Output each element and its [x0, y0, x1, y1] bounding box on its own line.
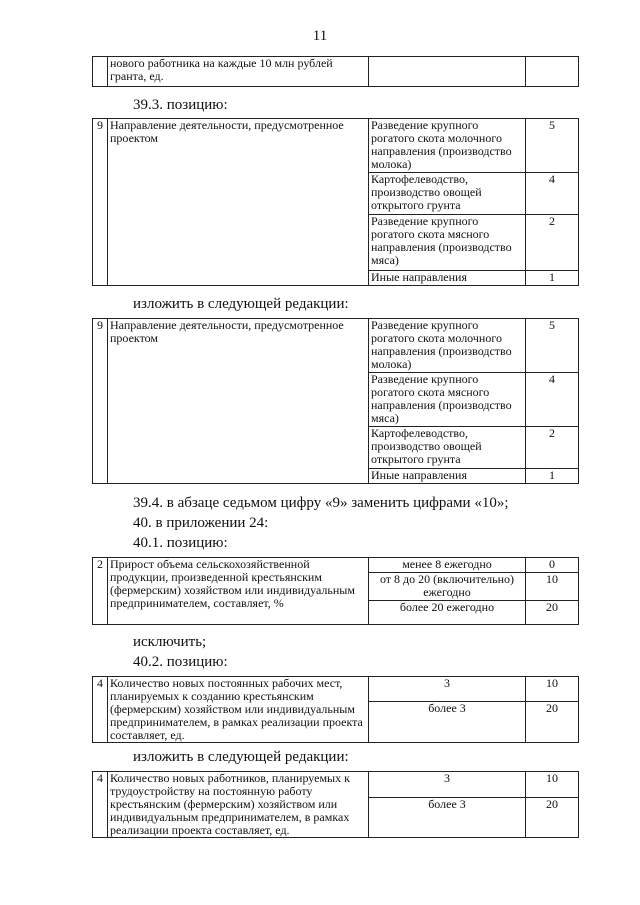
option-cell: 3: [369, 677, 526, 702]
score-cell: 0: [526, 558, 579, 573]
number-cell: 9: [93, 119, 108, 286]
option-cell: Картофелеводство, производство овощей открытого грунта: [369, 173, 526, 215]
paragraph-39-4: 39.4. в абзаце седьмом цифру «9» заменить цифрами «10»;: [133, 495, 509, 511]
table-row: [93, 319, 579, 373]
option-cell: [369, 57, 526, 87]
score-cell: 20: [526, 702, 579, 743]
option-cell: Разведение крупного рогатого скота мясного направления (производство мяса): [369, 373, 526, 427]
score-cell: 10: [526, 677, 579, 702]
jobs-table-old: [92, 676, 579, 743]
paragraph-edit-note-1: изложить в следующей редакции:: [133, 296, 349, 312]
option-cell: Разведение крупного рогатого скота молочного направления (производство молока): [369, 319, 526, 373]
option-cell: 3: [369, 772, 526, 798]
score-cell: 5: [526, 119, 579, 173]
number-cell: 9: [93, 319, 108, 484]
paragraph-40-2: 40.2. позицию:: [133, 654, 228, 670]
position-table-new: [92, 318, 579, 484]
option-cell: более 20 ежегодно: [369, 601, 526, 625]
growth-table: [92, 557, 579, 625]
score-cell: 5: [526, 319, 579, 373]
number-cell: 4: [93, 677, 108, 743]
score-cell: 20: [526, 601, 579, 625]
score-cell: 2: [526, 215, 579, 271]
score-cell: 1: [526, 469, 579, 484]
number-cell: [93, 57, 108, 87]
table-row: [93, 677, 579, 702]
criterion-cell: Количество новых работников, планируемых к трудоустройству на постоянную работу крестьянским (фермерским) хозяйством или индивидуальным предпринимателем, в рамках реализации проекта составляет, ед.: [108, 772, 369, 838]
criterion-cell: Направление деятельности, предусмотренное проектом: [108, 119, 369, 286]
page-number: 11: [312, 28, 328, 44]
score-cell: 20: [526, 798, 579, 838]
table-row: [93, 772, 579, 798]
table-row: [93, 119, 579, 173]
option-cell: Картофелеводство, производство овощей открытого грунта: [369, 427, 526, 469]
paragraph-exclude: исключить;: [133, 634, 207, 650]
number-cell: 4: [93, 772, 108, 838]
score-cell: 2: [526, 427, 579, 469]
score-cell: 10: [526, 772, 579, 798]
criterion-cell: Количество новых постоянных рабочих мест, планируемых к созданию крестьянским (фермерским) хозяйством или индивидуальным предпринимателем, в рамках реализации проекта составляет, ед.: [108, 677, 369, 743]
continuation-table: [92, 56, 579, 87]
score-cell: 4: [526, 373, 579, 427]
score-cell: [526, 57, 579, 87]
paragraph-40-1: 40.1. позицию:: [133, 535, 228, 551]
score-cell: 1: [526, 271, 579, 286]
table-row: [93, 57, 579, 87]
criterion-cell: Прирост объема сельскохозяйственной продукции, произведенной крестьянским (фермерским) хозяйством или индивидуальным предпринимателем, составляет, %: [108, 558, 369, 625]
option-cell: Разведение крупного рогатого скота мясного направления (производство мяса): [369, 215, 526, 271]
table-row: [93, 558, 579, 573]
option-cell: более 3: [369, 798, 526, 838]
paragraph-40: 40. в приложении 24:: [133, 515, 269, 531]
score-cell: 10: [526, 573, 579, 601]
option-cell: менее 8 ежегодно: [369, 558, 526, 573]
option-cell: Иные направления: [369, 271, 526, 286]
paragraph-39-3: 39.3. позицию:: [133, 97, 228, 113]
option-cell: более 3: [369, 702, 526, 743]
option-cell: Иные направления: [369, 469, 526, 484]
position-table-old: [92, 118, 579, 286]
paragraph-edit-note-2: изложить в следующей редакции:: [133, 749, 349, 765]
option-cell: от 8 до 20 (включительно) ежегодно: [369, 573, 526, 601]
score-cell: 4: [526, 173, 579, 215]
number-cell: 2: [93, 558, 108, 625]
criterion-cell: нового работника на каждые 10 млн рублей гранта, ед.: [108, 57, 369, 87]
option-cell: Разведение крупного рогатого скота молочного направления (производство молока): [369, 119, 526, 173]
criterion-cell: Направление деятельности, предусмотренное проектом: [108, 319, 369, 484]
jobs-table-new: [92, 771, 579, 838]
